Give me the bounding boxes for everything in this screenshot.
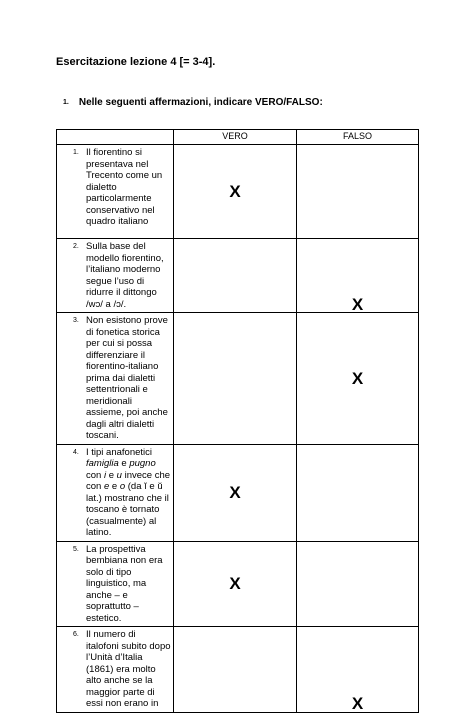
statement-cell [57, 145, 174, 239]
page-title: Esercitazione lezione 4 [= 3-4]. [56, 56, 216, 68]
statement-text: Il numero di italofoni subito dopo l’Unità d’Italia (1861) era molto alto anche se la maggior parte di essi non erano in [86, 629, 171, 709]
statement-number: 1. [73, 149, 79, 156]
statement-cell [57, 541, 174, 627]
vero-cell[interactable] [174, 313, 297, 445]
statement-number: 6. [73, 631, 79, 638]
header-statement [57, 130, 174, 145]
falso-cell[interactable] [297, 541, 419, 627]
falso-cell[interactable] [297, 444, 419, 541]
statement-cell [57, 239, 174, 313]
statement-number: 3. [73, 317, 79, 324]
falso-cell[interactable]: X [297, 627, 419, 713]
table-row [57, 444, 419, 541]
falso-cell[interactable]: X [297, 239, 419, 313]
table-header-row [57, 130, 419, 145]
instruction-number: 1. [63, 99, 69, 106]
table-row [57, 145, 419, 239]
statement-number: 5. [73, 545, 79, 553]
true-false-table [56, 129, 419, 713]
header-vero: VERO [174, 130, 297, 145]
statement-text: Il fiorentino si presentava nel Trecento come un dialetto particolarmente conservativo nel quadro italiano [86, 147, 163, 227]
vero-cell[interactable]: X [174, 541, 297, 627]
header-falso: FALSO [297, 130, 419, 145]
vero-cell[interactable]: X [174, 444, 297, 541]
falso-cell[interactable]: X [297, 313, 419, 445]
statement-cell [57, 313, 174, 445]
table-row [57, 541, 419, 627]
table-row [57, 627, 419, 713]
vero-cell[interactable] [174, 627, 297, 713]
vero-cell[interactable]: X [174, 145, 297, 239]
table-row [57, 313, 419, 445]
statement-cell [57, 444, 174, 541]
statement-text: Non esistono prove di fonetica storica per cui si possa differenziare il fiorentino-italiano prima dai dialetti settentrionali e meridionali assieme, poi anche dagli altri dialetti toscani. [86, 315, 168, 441]
statement-text: La prospettiva bembiana non era solo di tipo linguistico, ma anche – e soprattutto – estetico. [86, 543, 163, 624]
instruction-text: Nelle seguenti affermazioni, indicare VERO/FALSO: [78, 97, 323, 108]
table-row [57, 239, 419, 313]
vero-cell[interactable] [174, 239, 297, 313]
falso-cell[interactable] [297, 145, 419, 239]
statement-number: 2. [73, 243, 79, 250]
instruction [63, 97, 323, 108]
statement-cell [57, 627, 174, 713]
statement-text: I tipi anafonetici famiglia e pugno con i e u invece che con e e o (da ĭ e ŭ lat.) mostrano che il toscano è tornato (casualmente) al latino. [86, 446, 171, 538]
statement-number: 4. [73, 448, 79, 456]
statement-text: Sulla base del modello fiorentino, l’italiano moderno segue l’uso di ridurre il dittongo /wɔ/ a /ɔ/. [86, 241, 164, 310]
